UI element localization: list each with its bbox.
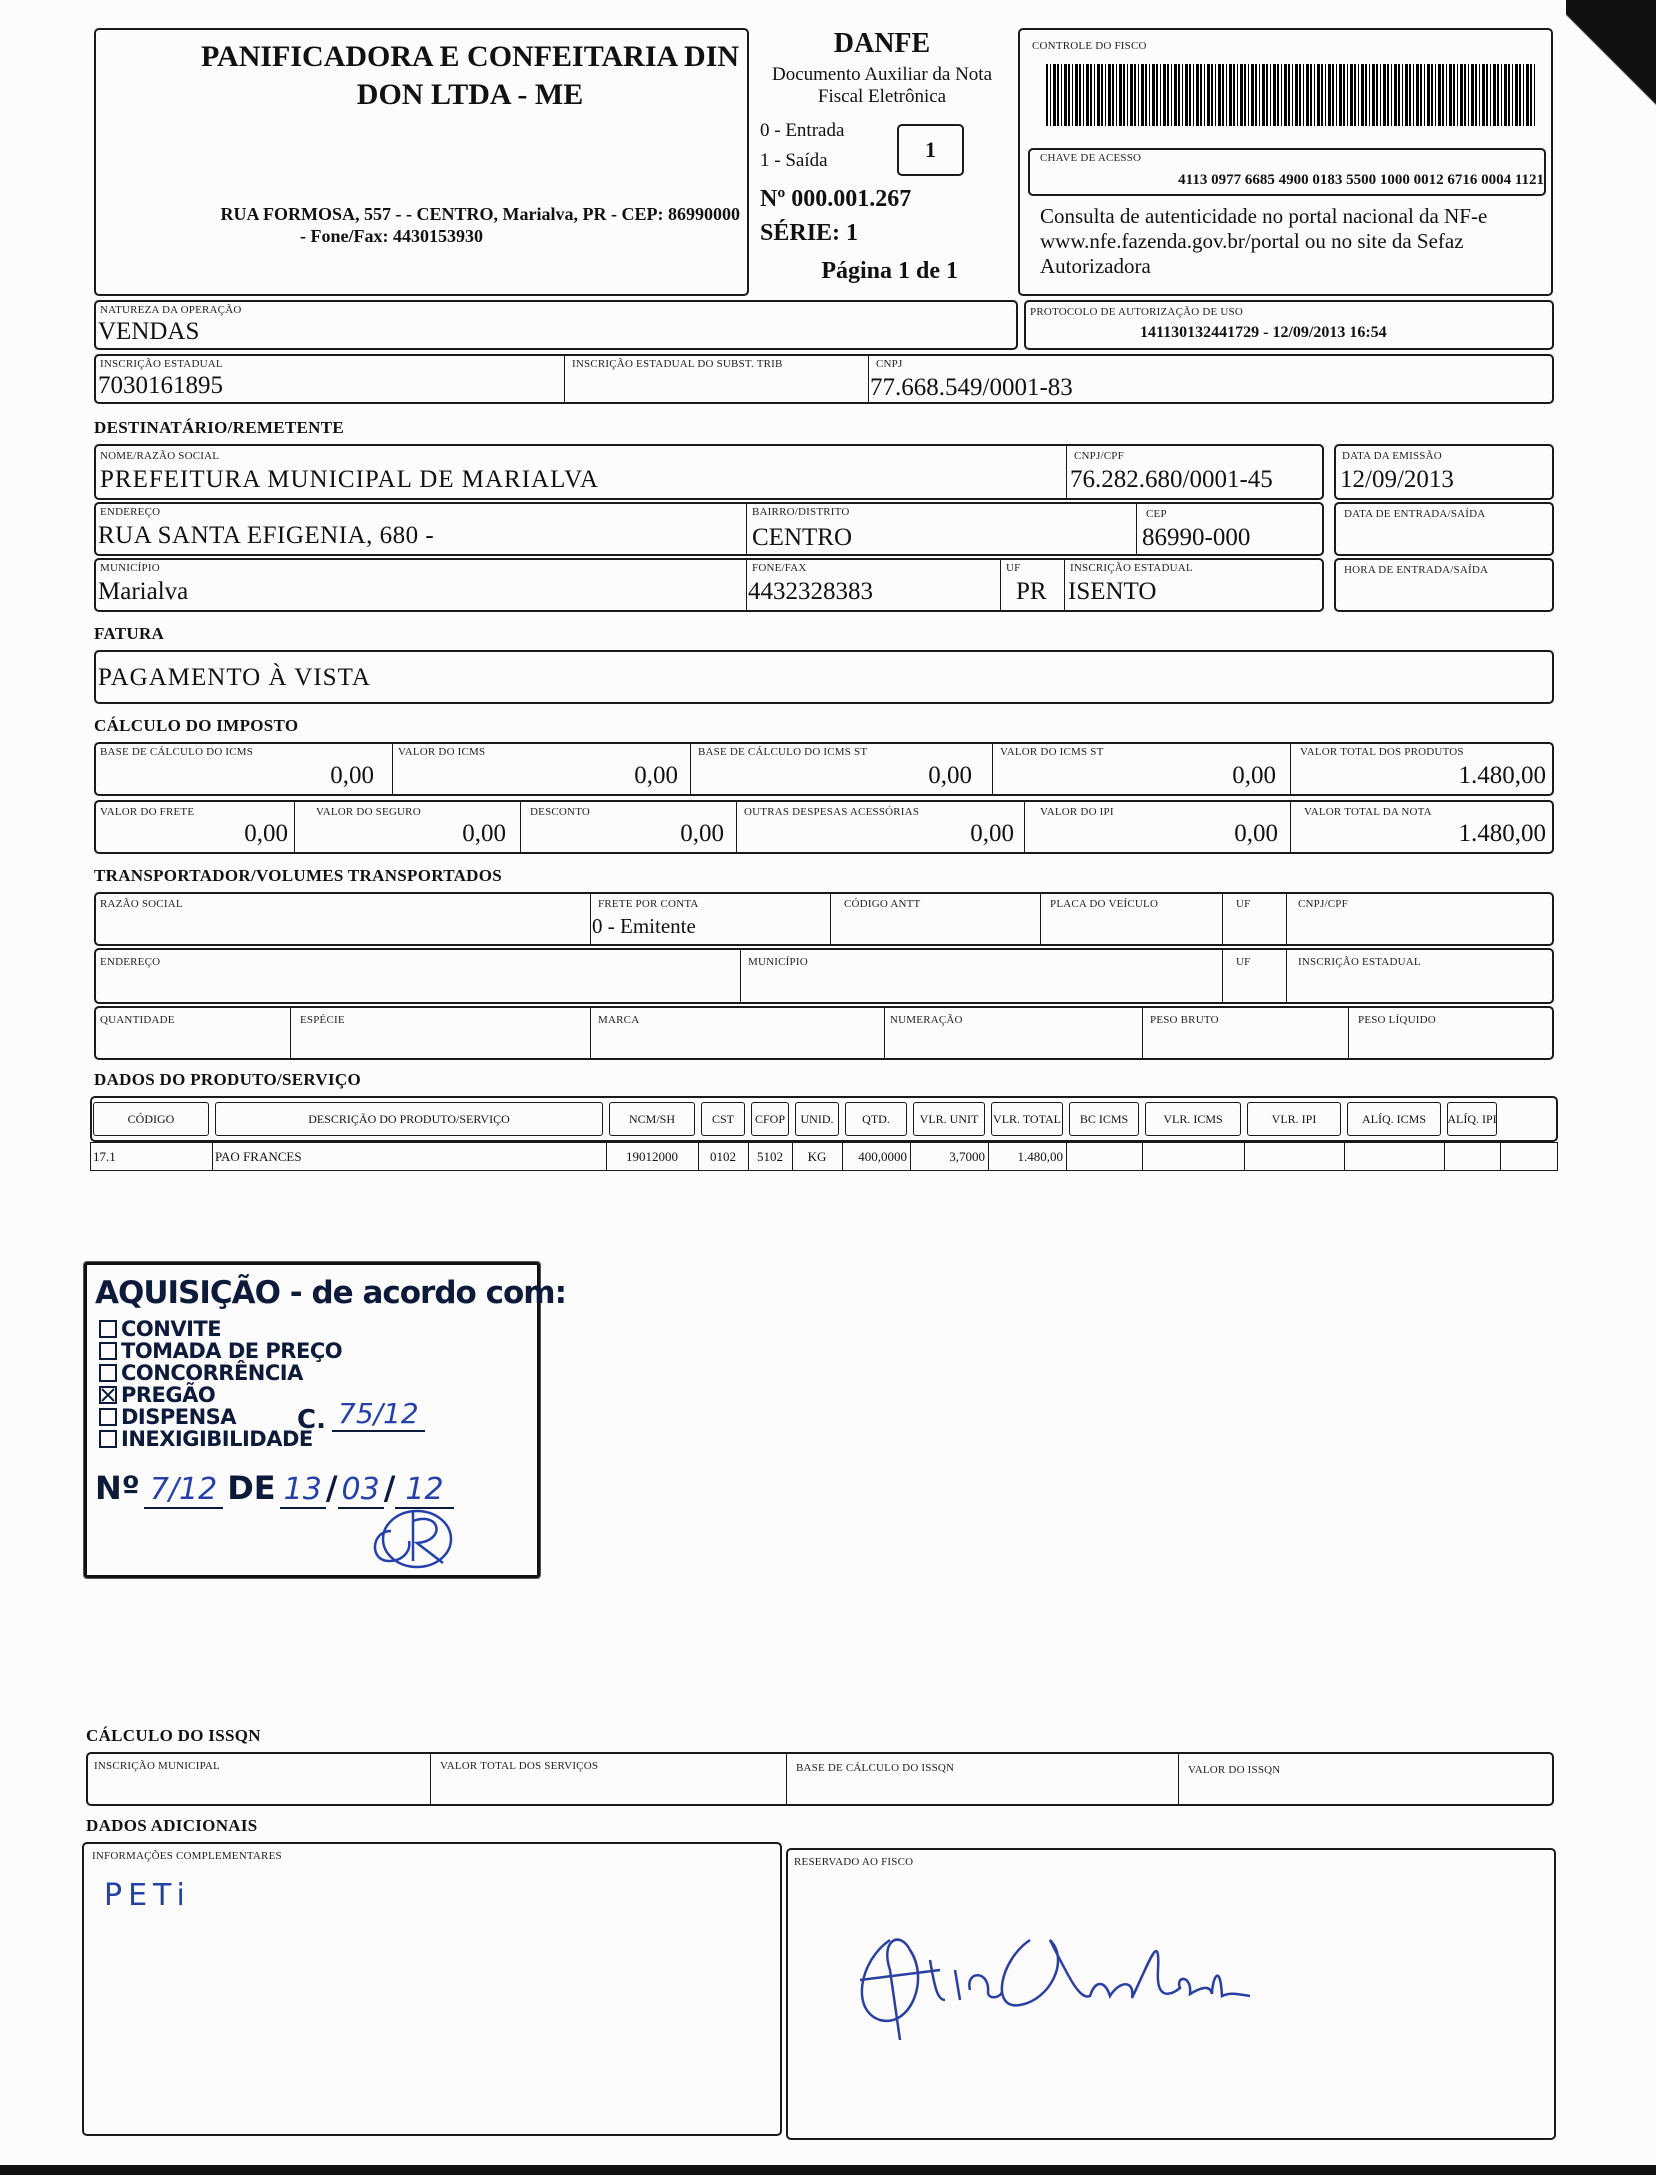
divider [1024, 800, 1025, 854]
issqn-im-label: INSCRIÇÃO MUNICIPAL [94, 1760, 220, 1772]
col-vlr-total-header: VLR. TOTAL [993, 1112, 1061, 1126]
dest-cep-label: CEP [1146, 508, 1167, 520]
col-bc-icms-header: BC ICMS [1079, 1112, 1129, 1126]
divider [1286, 948, 1287, 1004]
ie-label: INSCRIÇÃO ESTADUAL [100, 358, 223, 370]
dest-emissao-label: DATA DA EMISSÃO [1342, 450, 1442, 462]
divider [1286, 892, 1287, 946]
bc-icms-label: BASE DE CÁLCULO DO ICMS [100, 746, 254, 758]
transp-uf2-label: UF [1236, 956, 1251, 968]
divider [1348, 1006, 1349, 1060]
info-complementares-handwriting: PETi [104, 1878, 191, 1913]
col-codigo-header: CÓDIGO [127, 1112, 175, 1126]
dest-municipio-label: MUNICÍPIO [100, 562, 160, 574]
dest-municipio: Marialva [98, 578, 189, 605]
danfe-serie: SÉRIE: 1 [760, 220, 859, 246]
divider [690, 742, 691, 796]
stamp-option [99, 1317, 342, 1339]
transp-antt-label: CÓDIGO ANTT [844, 898, 921, 910]
table-cell: KG [807, 1149, 827, 1164]
consulta-text: Consulta de autenticidade no portal nacional da NF-e www.nfe.fazenda.gov.br/portal ou no site da Sefaz Autorizadora [1040, 204, 1488, 278]
stamp-option [99, 1383, 342, 1405]
col-unid-header: UNID. [800, 1112, 834, 1126]
danfe-entrada: 0 - Entrada [760, 120, 845, 141]
row-divider [1066, 1142, 1067, 1170]
divider [1222, 892, 1223, 946]
divider [1000, 558, 1001, 612]
divider [1040, 892, 1041, 946]
total-nota-label: VALOR TOTAL DA NOTA [1304, 806, 1432, 818]
table-cell: 400,0000 [858, 1149, 907, 1164]
total-nota: 1.480,00 [1458, 820, 1546, 847]
ipi-label: VALOR DO IPI [1040, 806, 1114, 818]
divider [430, 1752, 431, 1806]
issqn-section: CÁLCULO DO ISSQN [86, 1726, 261, 1745]
col-descricao-header: DESCRIÇÃO DO PRODUTO/SERVIÇO [308, 1112, 510, 1126]
divider [290, 1006, 291, 1060]
divider [1290, 800, 1291, 854]
col-ncm-header: NCM/SH [628, 1112, 675, 1126]
stamp-date-month: 03 [338, 1472, 384, 1509]
natureza-value: VENDAS [98, 318, 200, 345]
stamp-option-label: INEXIGIBILIDADE [121, 1427, 313, 1451]
table-cell: 0102 [710, 1149, 736, 1164]
transp-marca-label: MARCA [598, 1014, 640, 1026]
stamp-de-label: DE [227, 1469, 276, 1507]
col-cst-header: CST [711, 1112, 734, 1126]
adicionais-section: DADOS ADICIONAIS [86, 1816, 258, 1835]
seguro-label: VALOR DO SEGURO [316, 806, 421, 818]
dest-fone-label: FONE/FAX [752, 562, 807, 574]
issqn-bc-label: BASE DE CÁLCULO DO ISSQN [796, 1762, 955, 1774]
divider [90, 1170, 1558, 1171]
protocolo-label: PROTOCOLO DE AUTORIZAÇÃO DE USO [1030, 306, 1243, 318]
transp-uf-label: UF [1236, 898, 1251, 910]
stamp-option [99, 1339, 342, 1361]
checkbox-icon [99, 1342, 117, 1360]
row-divider [1142, 1142, 1143, 1170]
frete-label: VALOR DO FRETE [100, 806, 195, 818]
icms-label: VALOR DO ICMS [398, 746, 486, 758]
divider [830, 892, 831, 946]
dest-ie: ISENTO [1068, 578, 1157, 605]
dest-uf: PR [1016, 578, 1047, 605]
bc-st-label: BASE DE CÁLCULO DO ICMS ST [698, 746, 868, 758]
dest-cnpj: 76.282.680/0001-45 [1070, 466, 1273, 493]
divider [746, 502, 747, 556]
divider [992, 742, 993, 796]
imposto-section: CÁLCULO DO IMPOSTO [94, 716, 299, 735]
col-aliq-ipi-header: ALÍQ. IPI [1447, 1112, 1497, 1126]
cnpj-label: CNPJ [876, 358, 903, 370]
row-divider [1444, 1142, 1445, 1170]
ie-st-label: INSCRIÇÃO ESTADUAL DO SUBST. TRIB [572, 358, 783, 370]
divider [1066, 444, 1067, 500]
bc-icms: 0,00 [330, 762, 374, 789]
desconto: 0,00 [680, 820, 724, 847]
table-cell: 5102 [757, 1149, 783, 1164]
dest-bairro-label: BAIRRO/DISTRITO [752, 506, 850, 518]
natureza-label: NATUREZA DA OPERAÇÃO [100, 304, 242, 316]
stamp-date-sep2: / [383, 1469, 396, 1507]
divider [1222, 948, 1223, 1004]
divider [746, 558, 747, 612]
stamp-c-value: 75/12 [332, 1397, 425, 1432]
divider [1142, 1006, 1143, 1060]
stamp-date-day: 13 [280, 1472, 326, 1509]
seguro: 0,00 [462, 820, 506, 847]
stamp-option-label: CONCORRÊNCIA [121, 1361, 303, 1385]
ipi: 0,00 [1234, 820, 1278, 847]
dest-hora-label: HORA DE ENTRADA/SAÍDA [1344, 564, 1489, 576]
reservado-fisco-label: RESERVADO AO FISCO [794, 1856, 914, 1868]
divider [786, 1752, 787, 1806]
divider [1557, 1142, 1558, 1170]
dest-fone: 4432328383 [748, 578, 873, 605]
produtos-section: DADOS DO PRODUTO/SERVIÇO [94, 1070, 361, 1089]
icms: 0,00 [634, 762, 678, 789]
divider [520, 800, 521, 854]
ie-row-box [94, 354, 1554, 404]
stamp-date-year: 12 [395, 1472, 453, 1509]
transp-razao-label: RAZÃO SOCIAL [100, 898, 183, 910]
scan-bottom-edge [0, 2165, 1656, 2175]
transp-especie-label: ESPÉCIE [300, 1014, 345, 1026]
stamp-no-label: Nº [95, 1469, 140, 1507]
issuer-address: RUA FORMOSA, 557 - - CENTRO, Marialva, PR - CEP: 86990000 [220, 204, 740, 224]
destinatario-section: DESTINATÁRIO/REMETENTE [94, 418, 345, 437]
dest-endereco-label: ENDEREÇO [100, 506, 161, 518]
danfe-numero: Nº 000.001.267 [760, 186, 912, 212]
frete: 0,00 [244, 820, 288, 847]
stamp-option-label: DISPENSA [121, 1405, 237, 1429]
row-divider [1244, 1142, 1245, 1170]
divider [1136, 502, 1137, 556]
dest-entrada-saida-label: DATA DE ENTRADA/SAÍDA [1344, 508, 1486, 520]
transp-frete-label: FRETE POR CONTA [598, 898, 699, 910]
divider [884, 1006, 885, 1060]
issqn-box [86, 1752, 1554, 1806]
total-prod: 1.480,00 [1458, 762, 1546, 789]
divider [294, 800, 295, 854]
dest-cep: 86990-000 [1142, 524, 1251, 551]
aquisicao-stamp [84, 1262, 566, 1578]
checkbox-icon [99, 1364, 117, 1382]
issqn-valor-label: VALOR DO ISSQN [1188, 1764, 1281, 1776]
col-vlr-unit-header: VLR. UNIT [919, 1112, 979, 1126]
danfe-tipo-box: 1 [897, 124, 964, 176]
divider [90, 1142, 1558, 1143]
issuer-name: PANIFICADORA E CONFEITARIA DIN DON LTDA - ME [200, 40, 740, 111]
checked-box-icon [99, 1386, 117, 1404]
transp-numeracao-label: NUMERAÇÃO [890, 1014, 963, 1026]
divider [564, 354, 565, 404]
divider [1178, 1752, 1179, 1806]
fatura-section: FATURA [94, 624, 165, 643]
stamp-initials-icon [351, 1501, 461, 1571]
checkbox-icon [99, 1408, 117, 1426]
col-aliq-icms-header: ALÍQ. ICMS [1361, 1112, 1426, 1126]
transp-endereco-label: ENDEREÇO [100, 956, 161, 968]
col-qtd-header: QTD. [862, 1112, 890, 1126]
ie-value: 7030161895 [98, 372, 223, 399]
outras-label: OUTRAS DESPESAS ACESSÓRIAS [744, 806, 920, 818]
controle-fisco-label: CONTROLE DO FISCO [1032, 40, 1147, 52]
danfe-pagina: Página 1 de 1 [821, 258, 958, 284]
divider [740, 948, 741, 1004]
signature-icon [820, 1900, 1260, 2050]
divider [736, 800, 737, 854]
col-cfop-header: CFOP [754, 1112, 786, 1126]
dest-emissao: 12/09/2013 [1340, 466, 1454, 493]
transp-frete: 0 - Emitente [592, 914, 696, 938]
info-complementares-label: INFORMAÇÕES COMPLEMENTARES [92, 1850, 282, 1862]
danfe-title: DANFE [833, 28, 931, 59]
stamp-no-value: 7/12 [144, 1472, 223, 1509]
icms-st: 0,00 [1232, 762, 1276, 789]
desconto-label: DESCONTO [530, 806, 591, 818]
transp-cnpj-label: CNPJ/CPF [1298, 898, 1348, 910]
table-cell: 19012000 [626, 1149, 678, 1164]
stamp-title: AQUISIÇÃO - de acordo com: [95, 1275, 566, 1311]
table-cell: 1.480,00 [1017, 1149, 1063, 1164]
divider [1290, 742, 1291, 796]
fatura-texto: PAGAMENTO À VISTA [98, 664, 371, 691]
transp-quantidade-label: QUANTIDADE [100, 1014, 175, 1026]
table-cell: PAO FRANCES [215, 1149, 302, 1164]
dest-ie-label: INSCRIÇÃO ESTADUAL [1070, 562, 1193, 574]
stamp-c-label: C. [297, 1405, 326, 1435]
table-cell: 17.1 [93, 1149, 116, 1164]
issqn-servicos-label: VALOR TOTAL DOS SERVIÇOS [440, 1760, 599, 1772]
col-vlr-ipi-header: VLR. IPI [1271, 1112, 1317, 1126]
stamp-option-label: PREGÃO [121, 1383, 216, 1407]
transp-placa-label: PLACA DO VEÍCULO [1050, 898, 1159, 910]
danfe-saida: 1 - Saída [760, 150, 828, 171]
dest-nome-label: NOME/RAZÃO SOCIAL [100, 450, 220, 462]
icms-st-label: VALOR DO ICMS ST [1000, 746, 1104, 758]
dest-endereco: RUA SANTA EFIGENIA, 680 - [98, 522, 435, 549]
dest-uf-label: UF [1006, 562, 1021, 574]
protocolo-value: 141130132441729 - 12/09/2013 16:54 [1140, 324, 1387, 341]
dest-nome: PREFEITURA MUNICIPAL DE MARIALVA [100, 466, 599, 493]
row-divider [1344, 1142, 1345, 1170]
total-prod-label: VALOR TOTAL DOS PRODUTOS [1300, 746, 1464, 758]
outras: 0,00 [970, 820, 1014, 847]
dest-cnpj-label: CNPJ/CPF [1074, 450, 1124, 462]
stamp-option-label: CONVITE [121, 1317, 222, 1341]
transp-peso-liquido-label: PESO LÍQUIDO [1358, 1014, 1436, 1026]
transp-municipio-label: MUNICÍPIO [748, 956, 808, 968]
row-divider [1500, 1142, 1501, 1170]
checkbox-icon [99, 1320, 117, 1338]
bc-st: 0,00 [928, 762, 972, 789]
cnpj-value: 77.668.549/0001-83 [870, 374, 1073, 401]
stamp-option [99, 1361, 342, 1383]
divider [590, 1006, 591, 1060]
danfe-subtitle: Documento Auxiliar da Nota Fiscal Eletrônica [771, 64, 993, 107]
divider [590, 892, 591, 946]
transportador-section: TRANSPORTADOR/VOLUMES TRANSPORTADOS [94, 866, 503, 885]
divider [868, 354, 869, 404]
stamp-option-label: TOMADA DE PREÇO [121, 1339, 343, 1363]
table-cell: 3,7000 [949, 1149, 985, 1164]
transp-peso-bruto-label: PESO BRUTO [1150, 1014, 1219, 1026]
divider [392, 742, 393, 796]
issuer-phone: - Fone/Fax: 4430153930 [300, 226, 483, 246]
col-vlr-icms-header: VLR. ICMS [1163, 1112, 1223, 1126]
stamp-date-sep1: / [325, 1469, 338, 1507]
chave-label: CHAVE DE ACESSO [1040, 152, 1142, 164]
checkbox-icon [99, 1430, 117, 1448]
dest-bairro: CENTRO [752, 524, 852, 551]
divider [1064, 558, 1065, 612]
scan-corner-shadow [1566, 0, 1656, 140]
chave-value: 4113 0977 6685 4900 0183 5500 1000 0012 6716 0004 1121 [1178, 172, 1544, 188]
barcode [1046, 64, 1536, 126]
transp-ie-label: INSCRIÇÃO ESTADUAL [1298, 956, 1421, 968]
